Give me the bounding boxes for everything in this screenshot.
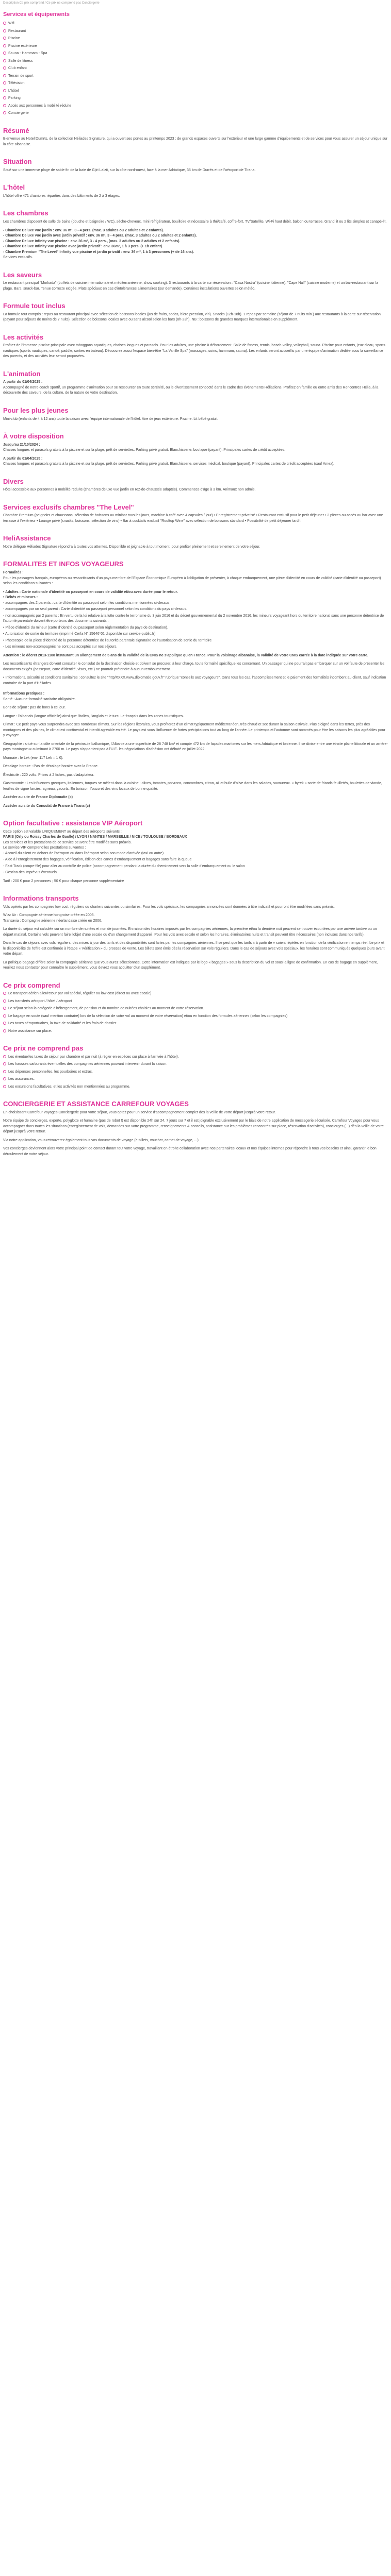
formalites-text-3: Les ressortissants étrangers doivent consulter le consulat de la destination choisie et doivent se procurer, à leur charge, toute formalité spécifique les concernant. Un passager qui ne pourrait pas embarquer sur un vol faute de présenter les documents exigés (passeport, carte d'identité, visas, etc.) ne pourrait prétendre à aucun remboursement. <box>3 662 385 671</box>
list-item: - non accompagnés par 2 parents : En vertu de la loi relative à la lutte contre le terrorisme du 3 juin 2016 et du décret gouvernemental du 2 novembre 2016, les mineurs voyageant hors du territoire national sans une personne détentrice de l'autorité parentale doivent être porteurs des documents suivants : <box>3 614 384 623</box>
disposition-title: À votre disposition <box>3 432 64 440</box>
formalites-subtitle: Formalités : <box>3 571 24 574</box>
room-type: - Chambre Deluxe Infinity vue piscine : env. 36 m², 3 - 4 pers., (max. 3 adultes ou 2 adultes et 2 enfants). <box>3 239 181 243</box>
formule-title: Formule tout inclus <box>3 302 66 310</box>
list-item: Les dépenses personnelles, les pourboires et extras. <box>3 1070 388 1075</box>
list-item: L'hôtel <box>3 89 388 94</box>
formalites-text-4: • Informations, sécurité et conditions sanitaires : consultez le site "http/XXXX.www.diplomatie.gouv.fr" rubrique "conseils aux voyageurs". Dans tous les cas, l'accomplissement et le paiement des formalités incombent au client, sauf indication contraire de la part d'Héliades. <box>3 676 386 685</box>
pratiques-monnaie: Monnaie : le Lek (env. 117 Lek = 1 €). <box>3 756 63 760</box>
services-list <box>3 21 388 116</box>
list-item: - accompagnés par un seul parent : Carte d'identité ou passeport personnel selon les conditions du pays ci-dessus. <box>3 607 187 611</box>
transports-text-4: La durée du séjour est calculée sur un nombre de nuitées et non de journées. En raison des horaires imposés par les compagnies aériennes, la première et/ou la dernière nuit peuvent se trouver écourtées par une arrivée tardive ou un départ matinal. Certains vols peuvent faire l'objet d'une escale ou d'un changement d'appareil. Pour les vols avec escale et selon les horaires, éliminatoires nuits et transit peuvent être nécessaires (non incluses dans nos tarifs). <box>3 927 377 937</box>
list-item: Notre assistance sur place. <box>3 1029 388 1035</box>
activites-title: Les activités <box>3 333 44 341</box>
formalites-text-1: Pour les passagers français, européens ou ressortissants d'un pays membre de l'Espace Économique Européen à l'obligation de présenter, à chaque embarquement, une pièce d'identité en cours de validité (carte d'identité ou passeport) selon les conditions suivantes : <box>3 576 381 585</box>
transports-text-1: Vols opérés par les compagnies low cost, réguliers ou charters suivantes ou similaires. Pour les vols spéciaux, les compagnies annoncées sont données à titre indicatif et pourront être modifiées sans préavis. <box>3 905 335 909</box>
list-item: Télévision <box>3 81 388 87</box>
list-item: • Photocopie de la pièce d'identité de la personne détentrice de l'autorité parentale signataire de l'autorisation de sortie du territoire <box>3 638 212 642</box>
list-item: - Gestion des imprévus éventuels <box>3 871 57 875</box>
hotel-text: L'hôtel offre 471 chambres réparties dans des bâtiments de 2 à 3 étages. <box>3 194 120 198</box>
list-item: Les assurances. <box>3 1077 388 1082</box>
conciergerie-text-2: Notre équipe de concierges, experte, polyglotte et humaine (pas de robot !) est disponible 24h sur 24, 7 jours sur 7 et il est joignable exclusivement par le biais de notre application de messagerie sécurisée, Carrefour Voyages pour vous accompagner dans toutes les situations (enregistrement de vols, demandes sur votre programme, renseignements & conseils, assistance sur les problèmes rencontrés sur place, réservation d'activités), concierges (...) dès la veille de votre départ jusqu'à votre retour. <box>3 1119 384 1134</box>
list-item: Restaurant <box>3 29 388 35</box>
divers-text: Hôtel accessible aux personnes à mobilité réduite (chambres deluxe vue jardin en rez-de-chaussée adaptée). Commences d'âge à 3 km. Animaux non admis. <box>3 488 256 492</box>
formule-text: La formule tout compris : repas au restaurant principal avec sélection de boissons locales (jus de fruits, sodas, bière pression, vin). Snacks (12h-18h). 1 repas par semaine (séjour de 7 nuits min.) aux restaurants à la carte sur réservation (payant pour séjours de moins de 7 nuits). Sélection de boissons locales avec ou sans alcool selon les bars (8h-23h). NB : boissons de grandes marques internationales en supplément. <box>3 312 381 322</box>
pratiques-decalage: Décalage horaire : Pas de décalage horaire avec la France. <box>3 765 99 768</box>
saveurs-title: Les saveurs <box>3 270 42 279</box>
list-item: Les transferts aéroport / hôtel / aéroport <box>3 999 388 1005</box>
heliassistance-text: Notre délégué Héliades Signature répondra à toutes vos attentes. Disponible et joignable à tout moment, pour profiter pleinement et sereinement de votre séjour. <box>3 545 260 549</box>
activites-text: Profitez de l'immense piscine principale avec toboggans aquatiques, chaises longues et parasols. Pour les adultes, une piscine à débordement. Salle de fitness, tennis, beach-volley, volleyball, sauna. Piscine pour enfants, jeux d'eau, sports nautiques (sports nautiques, canoë, paddle, sorties en bateau). Découvrez aussi l'espace bien-être "La Vanille Spa" (massages, soins, hammam, sauna). Les enfants seront accueillis par une équipe d'animation dédiée sous la surveillance des parents, et des activités leur seront proposées. <box>3 344 385 359</box>
hotel-title: L'hôtel <box>3 183 25 192</box>
list-item: Le séjour selon la catégorie d'hébergement, de pension et du nombre de nuitées choisies au moment de votre réservation. <box>3 1006 388 1012</box>
room-type: - Chambre Deluxe Infinity vue piscine avec jardin privatif : env. 36m², 1 à 3 pers. (+ 1b enfant). <box>3 245 164 249</box>
list-item: Accès aux personnes à mobilité réduite <box>3 104 388 109</box>
pratiques-gastronomie: Gastronomie : Les influences grecques, italiennes, turques se mêlent dans la cuisine : olives, tomates, poivrons, concombres, citron, ail et huile d'olive dans les salades, savoureux. « byrek » sorte de friands feuilletés, boulettes de viande, feuilles de vigne farcies, agneau, yaourts. En boisson, l'ouzo et des vins locaux de bonne qualité. <box>3 782 382 791</box>
room-type: - Chambre Deluxe vue jardin : env. 36 m², 3 - 4 pers. (max. 3 adultes ou 2 adultes et 2 enfants). <box>3 228 164 232</box>
list-item: Sauna - Hammam - Spa <box>3 51 388 57</box>
pratiques-climat: Climat : Ce petit pays vous surprendra avec ses nombreux climats. Sur les régions littorales, vous profiterez d'un climat typiquement méditerranéen, très chaud et sec durant la saison estivale. Plus éloigné dans les terres, près des montagnes et des plaines, le climat est continental et interdit agréable en été. Le pays est sous l'influence de fortes précipitations tout au long de l'année. Le printemps et l'automne sont nommés pour être les saisons les plus agréables pour y voyager. <box>3 723 386 737</box>
conciergerie-text-3: Via notre application, vous retrouverez également tous vos documents de voyage (e-billets, voucher, carnet de voyage, ...) <box>3 1138 199 1142</box>
list-item: - Les mineurs non-accompagnés ne sont pas acceptés sur nos séjours. <box>3 645 118 649</box>
chambres-list <box>3 228 388 261</box>
prix-comprend-list <box>3 991 388 1034</box>
list-item: Les excursions facultatives, et les activités non mentionnées au programme. <box>3 1084 388 1090</box>
petits-title: Pour les plus jeunes <box>3 406 69 414</box>
situation-title: Situation <box>3 158 32 166</box>
disposition-text-2: Chaises longues et parasols gratuits à la piscine et sur la plage, prêt de serviettes. Parking privé gratuit. Blanchisserie, services médical, boutique (payant). Principales cartes de crédit acceptées (sauf Amex). <box>3 462 334 466</box>
services-title: Services et équipements <box>3 11 70 18</box>
disposition-text-1: Chaises longues et parasols gratuits à la piscine et sur la plage, prêt de serviettes. Parking privé gratuit. Blanchisserie, boutique (payant). Principales cartes de crédit acceptées. <box>3 448 286 452</box>
list-item: Les éventuelles taxes de séjour par chambre et par nuit (à régler en espèces sur place à l'arrivée à l'hôtel). <box>3 1055 388 1060</box>
exclusifs-title: Services exclusifs chambres "The Level" <box>3 503 134 511</box>
animation-title: L'animation <box>3 369 41 378</box>
heliassistance-title: HeliAssistance <box>3 534 51 543</box>
room-type: - Chambre Deluxe vue jardin avec jardin privatif : env. 36 m², 3 - 4 pers. (max. 3 adultes ou 2 adultes et 2 enfants). <box>3 234 197 238</box>
list-item: Parking <box>3 96 388 101</box>
disposition-date-2: A partir du 01/04/2025 : <box>3 456 43 461</box>
list-item: • Autorisation de sortie du territoire (imprimé Cerfa N° 15646*01 disponible sur service-public.fr) <box>3 632 156 636</box>
prix-ne-comprend-list <box>3 1055 388 1090</box>
transports-transavia: Transavia : Compagnie aérienne néerlandaise créée en 2006. <box>3 919 102 923</box>
vip-text-1: Cette option est valable UNIQUEMENT au départ des aéroports suivants : <box>3 829 122 834</box>
list-item: Salle de fitness <box>3 59 388 64</box>
vip-tarif: Tarif : 200 € pour 2 personnes ; 50 € pour chaque personne supplémentaire <box>3 879 124 883</box>
divers-title: Divers <box>3 477 24 485</box>
breadcrumb-tabs[interactable]: Description Ce prix comprend / Ce prix ne comprend pas Conciergerie <box>3 2 100 5</box>
petits-text: Mini-club (enfants de 4 à 12 ans) toute la saison avec l'équipe internationale de l'hôtel. Aire de jeux extérieure. Piscine. Lit bébé gratuit. <box>3 417 219 421</box>
vip-text-3: Les services et les prestations de ce service peuvent être modifiés sans préavis. <box>3 840 132 844</box>
formalites-mineurs: • Bébés et mineurs : <box>3 596 38 599</box>
link-france-diplomatie[interactable]: Accéder au site de France Diplomatie (c) <box>3 795 73 799</box>
prix-ne-comprend-title: Ce prix ne comprend pas <box>3 1044 84 1053</box>
chambres-text: Les chambres disposent de salle de bains (douche et baignoire / WC), sèche-cheveux, mini réfrigérateur, bouilloire et nécessaire à thé/café, coffre-fort, TV/Satellite, Wi-Fi haut débit, balcon ou terrasse. Grand lit ou 2 lits simples et canapé-lit. <box>3 220 387 224</box>
conciergerie-text-1: En choisissant Carrefour Voyages Conciergerie pour votre séjour, vous optez pour un service d'accompagnement complet dès la veille de votre départ jusqu'à votre retour. <box>3 1110 276 1114</box>
list-item: Les taxes aéroportuaires, la taxe de solidarité et les frais de dossier <box>3 1021 388 1027</box>
vip-list <box>3 851 388 876</box>
pratiques-geographie: Géographie : situé sur la côte orientale de la péninsule balkanique, l'Albanie a une superficie de 28 748 km² et compte 472 km de façades maritimes sur les mers Adriatique et Ionienne. Il se divise entre une étroite plaine littorale et un arrière-pays montagneux culminant à 2700 m. Le pays n'appartient pas à l'U.E. les négociations d'adhésion ont débuté en juillet 2022. <box>3 742 388 751</box>
formalites-title: FORMALITES ET INFOS VOYAGEURS <box>3 560 124 568</box>
conciergerie-title: CONCIERGERIE ET ASSISTANCE CARREFOUR VOYAGES <box>3 1100 189 1108</box>
page <box>0 0 391 1165</box>
resume-text: Bienvenue au Hotel Dumrts, de la collection Héliades Signature, qui a ouvert ses portes au printemps 2023 : de grands espaces ouverts sur l'extérieur et une large gamme d'équipements et de services pour vous assurer un séjour unique sur la côte albanaise. <box>3 137 388 146</box>
list-item: Wifi <box>3 21 388 27</box>
list-item: Le bagage en soute (sauf mention contraire) lors de la sélection de votre vol au moment de votre réservation) et/ou en fonction des formules aériennes (selon les compagnies) <box>3 1014 388 1020</box>
list-item: Le transport aérien aller/retour par vol spécial, régulier ou low cost (direct ou avec escale) <box>3 991 388 997</box>
list-item: Conciergerie <box>3 111 388 116</box>
vip-text-4: Le service VIP comprend les prestations suivantes : <box>3 846 86 850</box>
room-type: - Chambre Premium "The Level" Infinity vue piscine et jardin privatif : env. 36 m², 1 à 3 personnes (+ de 16 ans). <box>3 250 194 254</box>
vip-airports: PARIS (Orly ou Roissy Charles de Gaulle) / LYON / NANTES / MARSEILLE / NICE / TOULOUSE / BORDEAUX <box>3 835 187 839</box>
link-consulat-tirana[interactable]: Accéder au site du Consulat de France à Tirana (c) <box>3 804 90 808</box>
resume-title: Résumé <box>3 126 29 134</box>
list-item: Piscine extérieure <box>3 44 388 49</box>
vip-title: Option facultative : assistance VIP Aéroport <box>3 819 143 827</box>
list-item: • Pièce d'identité du mineur (carte d'identité ou passeport selon réglementation du pays de destination). <box>3 625 168 630</box>
transports-wizz: Wizz Air : Compagnie aérienne hongroise créée en 2003. <box>3 913 95 918</box>
conciergerie-text-4: Vos concierges deviennent alors votre principal point de contact durant tout votre voyage, travaillant en étroite collaboration avec nos partenaires locaux et nos équipes internes pour répondre à tous vos besoins et ainsi, garantir le bon déroulement de votre séjour. <box>3 1147 377 1156</box>
disposition-date-1: Jusqu'au 21/10/2024 : <box>3 443 40 447</box>
list-item: Piscine <box>3 36 388 42</box>
list-item: Les hausses carburants éventuelles des compagnies aériennes pouvant intervenir durant la saison. <box>3 1062 388 1067</box>
list-item: Terrain de sport <box>3 74 388 79</box>
pratiques-sante: Santé : Aucune formalité sanitaire obligatoire. <box>3 697 76 701</box>
list-item: - Aide à l'enregistrement des bagages, vérification, édition des cartes d'embarquement et bagages sans faire la queue <box>3 858 192 862</box>
pratiques-title: Informations pratiques : <box>3 692 45 696</box>
transports-title: Informations transports <box>3 894 79 903</box>
pratiques-langue: Langue : l'albanais (langue officielle) ainsi que l'italien, l'anglais et le turc. Le français dans les zones touristiques. <box>3 714 184 718</box>
formalites-text-2: Attention : le décret 2013-1188 instaurant un allongement de 5 ans de la validité de la CNIS ne s'applique qu'en France. Pour la voisinage albanaise, la validité de votre CNIS carrée à la date indiquée sur votre carte. <box>3 653 368 657</box>
transports-text-6: La politique bagage diffère selon la compagnie aérienne que vous aurez sélectionnée. Cette information est indiquée par le logo « bagages » sous la description du vol et sous la ligne de confirmation. En cas de bagage en supplément, veuillez nous contacter pour connaître le supplément, vous devrez vous acquitter d'un supplément. <box>3 960 378 970</box>
animation-text: Accompagné de notre coach sportif, un programme d'animation pour se ressourcer en toute sérénité, ou le divertissement concocté dans le cadre des événements Héliadiens. Profitez en famille ou entre amis des Rencontres Hélia, à la découverte des saveurs, de la culture, de la nature de votre destination. <box>3 385 379 395</box>
list-item: - Fast Track (coupe-file) pour aller au contrôle de police (accompagnement pendant la durée du cheminement vers la salle d'embarquement ou le salon <box>3 864 245 868</box>
prix-comprend-title: Ce prix comprend <box>3 981 60 989</box>
list-item: - accompagnés des 2 parents : carte d'identité ou passeport selon les conditions mentionnées ci-dessus. <box>3 601 171 605</box>
pratiques-electricite: Électricité : 220 volts. Prises à 2 fiches, pas d'adaptateur. <box>3 773 94 777</box>
situation-text: Situé sur une immense plage de sable fin de la baie de Gjiri Lalzit, sur la côte nord-ouest, face à la mer Adriatique, 35 km de Durrës et de l'aéroport de Tirana. <box>3 168 256 172</box>
formalites-adultes: • Adultes : Carte nationale d'identité ou passeport en cours de validité et/ou avec durée pour le retour. <box>3 590 178 594</box>
chambres-title: Les chambres <box>3 209 48 217</box>
transports-text-5: Dans le cas de séjours avec vols réguliers, des mises à jour des tarifs et des disponibilités sont faites par les compagnies aériennes. Il se peut que les tarifs « à partir de » soient répétés en fonction de la vérification en temps réel. Le prix et le disponibilité de l'offre est confirmée à l'étape « Vérification » du process de vente. Les billets sont émis dès la réservation sur vols réguliers. Dans le cas de séjours avec vols spéciaux, les horaires sont communiqués quelques jours avant votre départ. <box>3 941 385 956</box>
formalites-list <box>3 601 388 650</box>
list-item: Club enfant <box>3 66 388 72</box>
list-item: - Accueil du client en dehors de l'aéroport ou dans l'aéroport selon son mode d'arrivée (taxi ou autre) <box>3 851 164 855</box>
exclusifs-text: Chambre Premium (peignoirs et chaussons, sélection de boissons au minibar tous les jours, machine à café avec 4 capsules / jour) • Enregistrement privatisé • Restaurant exclusif pour le petit déjeuner • 2 pièces ou accès au bar avec une terrasse à l'extérieur • Lounge privé (snacks, boissons, sélection de vins) • Bar à cocktails exclusif "Rooftop Wine" avec sélection de boissons standard • Possibilité de petit déjeuner tardif. <box>3 514 383 523</box>
animation-date: A partir du 01/04/2025 : <box>3 380 43 384</box>
pratiques-bons: Bons de séjour : pas de bons à ce jour. <box>3 706 66 709</box>
saveurs-text: Le restaurant principal "Morkada" (buffets de cuisine internationale et méditerranéenne, show cooking). 3 restaurants à la carte sur réservation : "Casa Nostra" (cuisine italienne), "Cape Nali" (cuisine moderne) et un bar-restaurant sur la plage. Bars, snack-bar. Tenue correcte exigée. Plats spéciaux en cas d'intolérances alimentaires (sur demande). Certaines installations ouvertes selon météo. <box>3 281 379 291</box>
chambres-note: Services exclusifs. <box>3 256 33 260</box>
